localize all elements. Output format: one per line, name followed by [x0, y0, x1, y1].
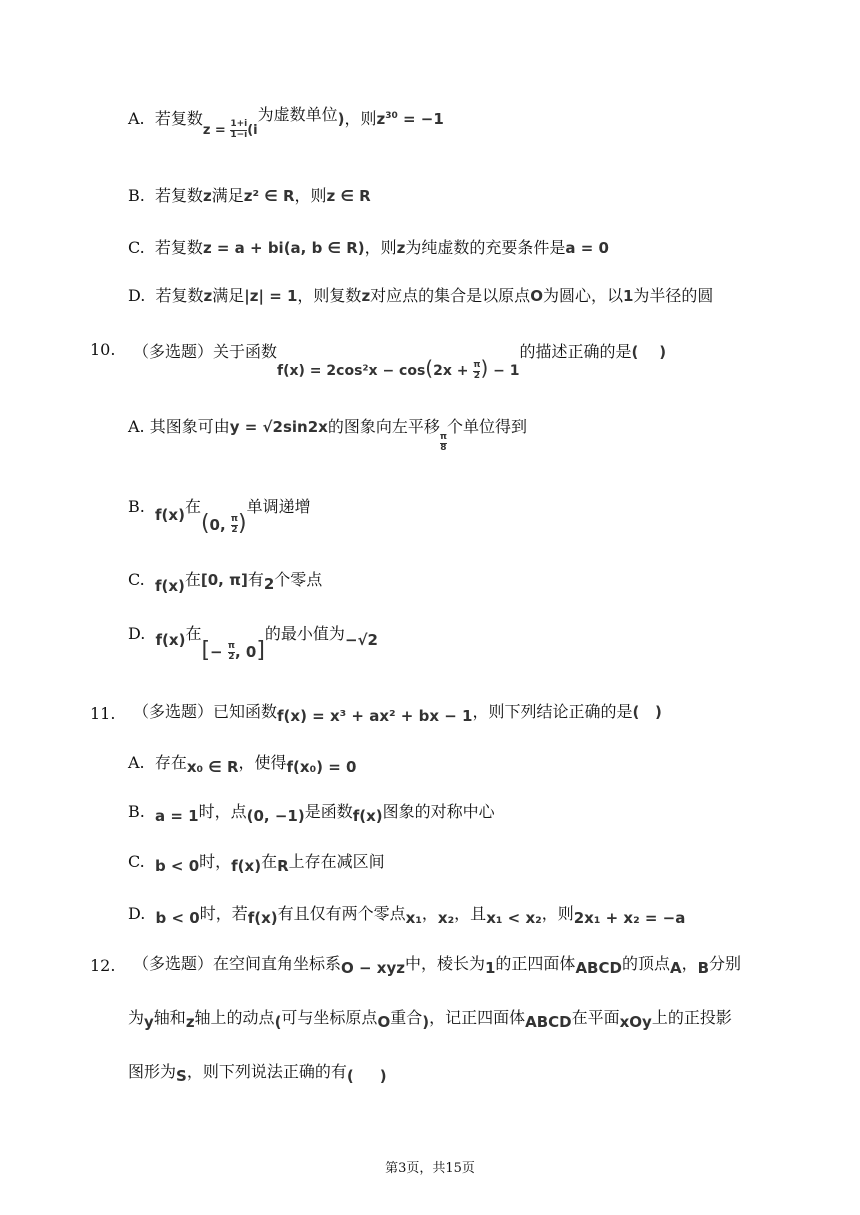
q10-number: 10. — [90, 340, 116, 359]
q12-line-3: 图形为S，则下列说法正确的有( ) — [128, 1062, 387, 1085]
q9-option-b: B. 若复数z满足z² ∈ R，则z ∈ R — [128, 186, 371, 205]
q11-option-d: D. b < 0时，若f(x)有且仅有两个零点x₁，x₂，且x₁ < x₂，则2x₁ + x₂ = −a — [128, 904, 686, 927]
q11-stem: （多选题）已知函数f(x) = x³ + ax² + bx − 1，则下列结论正确的是( ) — [133, 702, 662, 725]
q9-option-d: D. 若复数z满足|z| = 1，则复数z对应点的集合是以原点O为圆心，以1为半径的圆 — [128, 286, 714, 305]
q11-option-b: B. a = 1时，点(0, −1)是函数f(x)图象的对称中心 — [128, 802, 495, 825]
q11-number: 11. — [90, 704, 116, 723]
q10-stem: （多选题）关于函数f(x) = 2cos²x − cos(2x + $\frac{\pi}{2}$ ) − 1的描述正确的是( ) — [133, 342, 667, 381]
q12-number: 12. — [90, 956, 116, 975]
q11-option-a: A. 存在x₀ ∈ R，使得f(x₀) = 0 — [128, 753, 357, 776]
page-footer: 第3页，共15页 — [385, 1161, 475, 1176]
q10-option-b: B. f(x)在(0, $\frac{\pi}{2}$ )单调递增 — [128, 497, 311, 536]
q10-option-d: D. f(x)在[− $\frac{\pi}{2}$ , 0]的最小值为−√2 — [128, 624, 378, 663]
q9-option-c: C. 若复数z = a + bi(a, b ∈ R)，则z为纯虚数的充要条件是a = 0 — [128, 238, 609, 257]
q12-line-2: 为y轴和z轴上的动点(可与坐标原点O重合)，记正四面体ABCD在平面xOy上的正投影 — [128, 1008, 732, 1031]
q9-option-a: A. 若复数$_{z = \frac{1+i}{1-i} (i}$为虚数单位)，则$z^{30} = -1$ — [128, 104, 444, 140]
q11-option-c: C. b < 0时，f(x)在R上存在减区间 — [128, 852, 385, 875]
q9-option-a-text: A. 若复数 — [128, 108, 203, 128]
q10-option-a: A. 其图象可由y = √2sin2x的图象向左平移 $\frac{\pi}{8}$ 个单位得到 — [128, 416, 527, 453]
q10-option-c: C. f(x)在[0, π]有2个零点 — [128, 570, 323, 595]
q9-option-a-expr: z = 1+i 1−i (i — [202, 119, 258, 140]
q12-line-1: （多选题）在空间直角坐标系O − xyz中，棱长为1的正四面体ABCD的顶点A，B分别 — [133, 954, 742, 977]
